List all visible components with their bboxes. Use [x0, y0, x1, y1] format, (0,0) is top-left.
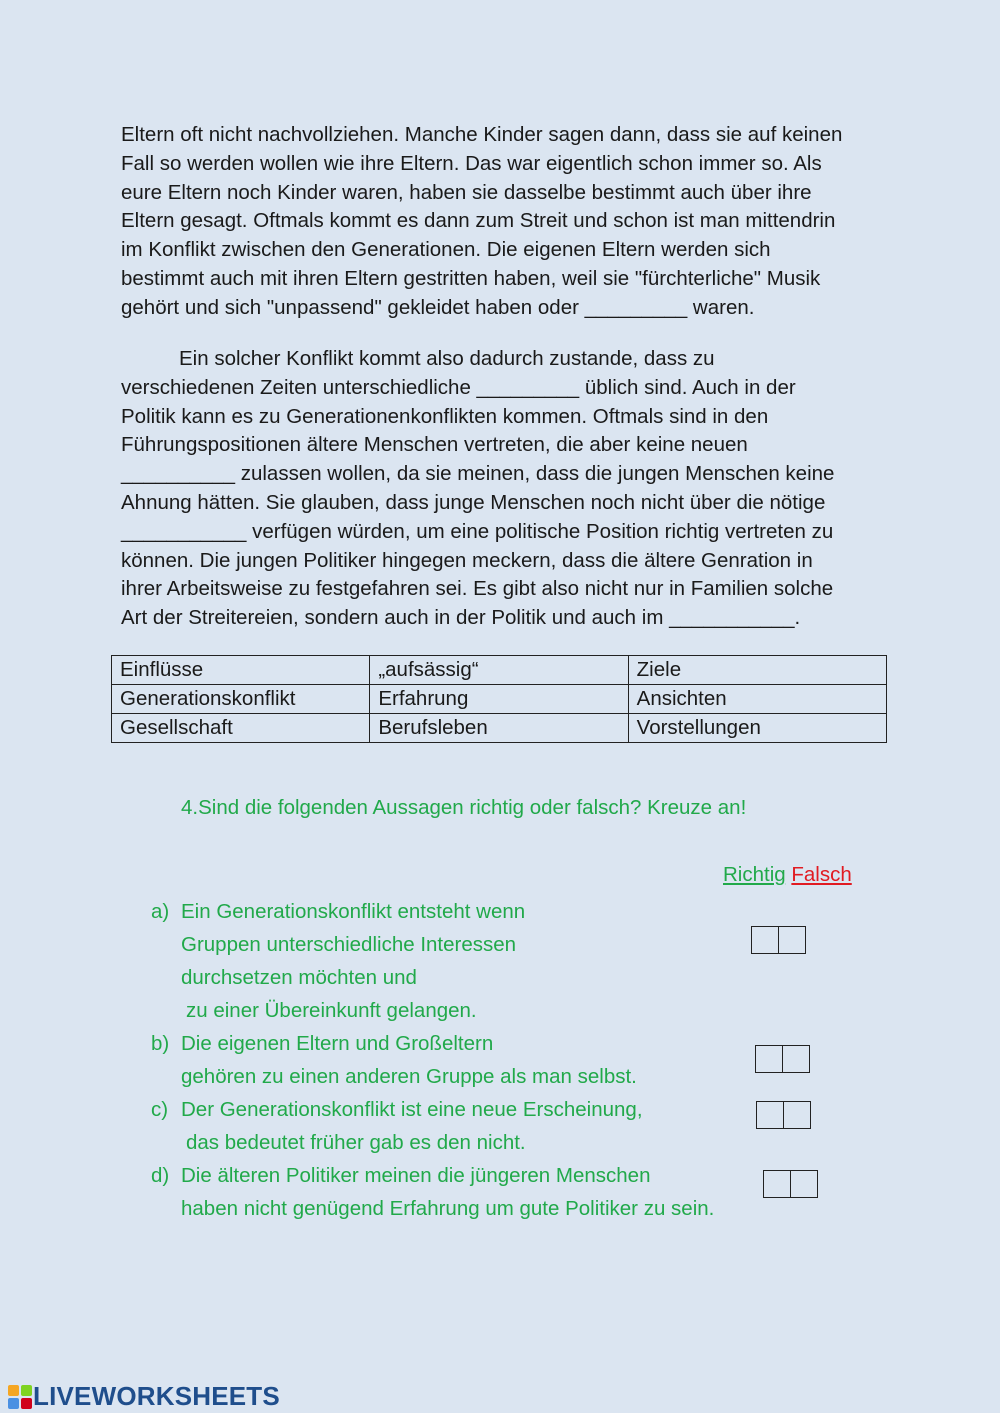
table-cell: Vorstellungen [628, 714, 886, 743]
checkbox-b-falsch[interactable] [782, 1045, 810, 1073]
checkbox-c-falsch[interactable] [783, 1101, 811, 1129]
checkbox-a-richtig[interactable] [751, 926, 779, 954]
text-line: Führungspositionen ältere Menschen vertreten, die aber keine neuen [121, 433, 748, 457]
checkbox-d-richtig[interactable] [763, 1170, 791, 1198]
text-line: Politik kann es zu Generationenkonflikten kommen. Oftmals sind in den [121, 404, 769, 428]
answer-boxes-c [756, 1101, 811, 1129]
logo-text: LIVEWORKSHEETS [33, 1381, 280, 1411]
falsch-header: Falsch [791, 863, 852, 886]
table-cell: Ansichten [628, 685, 886, 714]
table-row [112, 656, 887, 685]
paragraph-2 [121, 345, 891, 633]
table-row [112, 714, 887, 743]
text-line: bestimmt auch mit ihren Eltern gestritten haben, weil sie "fürchterliche" Musik [121, 266, 821, 290]
table-cell: „aufsässig“ [370, 656, 628, 685]
statement-line: Die älteren Politiker meinen die jüngeren Menschen [181, 1164, 651, 1187]
checkbox-a-falsch[interactable] [778, 926, 806, 954]
answer-column-headers [723, 863, 852, 887]
statement-line: Gruppen unterschiedliche Interessen [181, 933, 517, 956]
task-heading: 4.Sind die folgenden Aussagen richtig oder falsch? Kreuze an! [181, 796, 747, 819]
text-line: Art der Streitereien, sondern auch in der Politik und auch im ___________. [121, 606, 801, 630]
statement-letter: c) [151, 1098, 169, 1121]
table-cell: Generationskonflikt [112, 685, 370, 714]
richtig-header: Richtig [723, 863, 786, 886]
text-line: Eltern oft nicht nachvollziehen. Manche Kinder sagen dann, dass sie auf keinen [121, 123, 843, 146]
statement-letter: a) [151, 900, 170, 923]
text-line: Fall so werden wollen wie ihre Eltern. Das war eigentlich schon immer so. Als [121, 151, 822, 175]
text-line: ihrer Arbeitsweise zu festgefahren sei. Es gibt also nicht nur in Familien solche [121, 577, 834, 601]
statement-line: gehören zu einen anderen Gruppe als man selbst. [181, 1065, 637, 1088]
checkbox-c-richtig[interactable] [756, 1101, 784, 1129]
table-cell: Ziele [628, 656, 886, 685]
text-line: Ahnung hätten. Sie glauben, dass junge Menschen noch nicht über die nötige [121, 490, 826, 514]
answer-boxes-b [755, 1045, 810, 1073]
answer-boxes-a [751, 926, 806, 954]
text-line: eure Eltern noch Kinder waren, haben sie dasselbe bestimmt auch über ihre [121, 180, 812, 204]
table-cell: Gesellschaft [112, 714, 370, 743]
statement-line: zu einer Übereinkunft gelangen. [186, 999, 477, 1022]
answer-boxes-d [763, 1170, 818, 1198]
table-row [112, 685, 887, 714]
text-line: verschiedenen Zeiten unterschiedliche _________ üblich sind. Auch in der [121, 375, 796, 399]
statement-line: durchsetzen möchten und [181, 966, 417, 989]
text-line: können. Die jungen Politiker hingegen meckern, dass die ältere Genration in [121, 548, 813, 572]
statement-line: haben nicht genügend Erfahrung um gute Politiker zu sein. [181, 1197, 715, 1220]
text-line: ___________ verfügen würden, um eine politische Position richtig vertreten zu [121, 519, 834, 543]
table-cell: Erfahrung [370, 685, 628, 714]
statement-letter: b) [151, 1032, 170, 1055]
text-line: Ein solcher Konflikt kommt also dadurch zustande, dass zu [179, 347, 715, 370]
checkbox-d-falsch[interactable] [790, 1170, 818, 1198]
paragraph-1 [121, 121, 891, 323]
table-cell: Einflüsse [112, 656, 370, 685]
text-line: __________ zulassen wollen, da sie meinen, dass die jungen Menschen keine [121, 462, 835, 486]
text-line: im Konflikt zwischen den Generationen. Die eigenen Eltern werden sich [121, 238, 771, 262]
text-line: gehört und sich "unpassend" gekleidet haben oder _________ waren. [121, 295, 755, 319]
text-line: Eltern gesagt. Oftmals kommt es dann zum Streit und schon ist man mittendrin [121, 209, 836, 233]
statement-line: Ein Generationskonflikt entsteht wenn [181, 900, 526, 923]
liveworksheets-logo[interactable] [8, 1381, 280, 1412]
table-cell: Berufsleben [370, 714, 628, 743]
statement-line: Die eigenen Eltern und Großeltern [181, 1032, 494, 1055]
word-bank-table [111, 655, 887, 743]
statement-letter: d) [151, 1164, 170, 1187]
checkbox-b-richtig[interactable] [755, 1045, 783, 1073]
statement-line: Der Generationskonflikt ist eine neue Erscheinung, [181, 1098, 643, 1121]
liveworksheets-logo-icon [8, 1385, 32, 1409]
statement-line: das bedeutet früher gab es den nicht. [186, 1131, 526, 1154]
